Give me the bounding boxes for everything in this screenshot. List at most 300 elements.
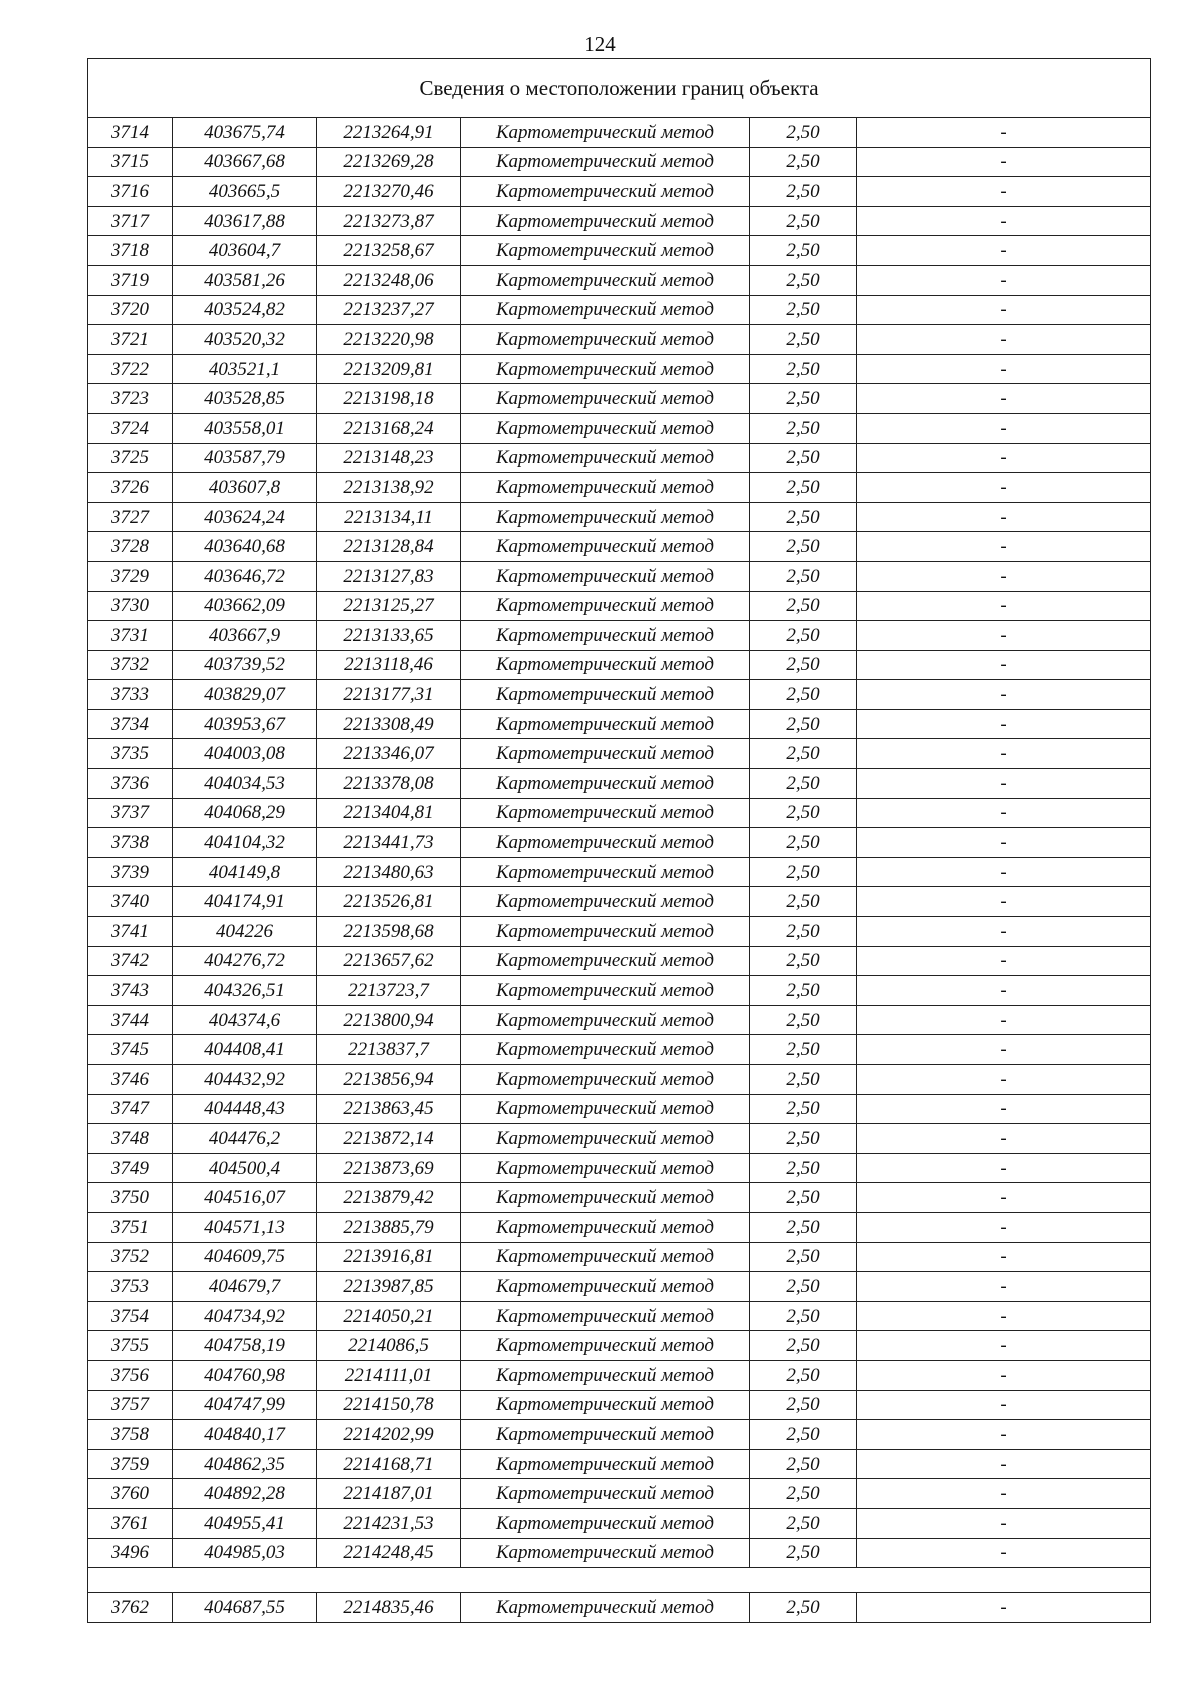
table-row — [88, 413, 1151, 443]
y-coordinate-cell: 2213987,85 — [317, 1272, 461, 1302]
y-coordinate-cell: 2214168,71 — [317, 1449, 461, 1479]
y-coordinate-cell: 2213879,42 — [317, 1183, 461, 1213]
accuracy-cell: 2,50 — [750, 1035, 857, 1065]
method-cell: Картометрический метод — [461, 739, 750, 769]
x-coordinate-cell: 403604,7 — [173, 236, 317, 266]
y-coordinate-cell: 2213916,81 — [317, 1242, 461, 1272]
method-cell: Картометрический метод — [461, 1301, 750, 1331]
method-cell: Картометрический метод — [461, 384, 750, 414]
y-coordinate-cell: 2214187,01 — [317, 1479, 461, 1509]
x-coordinate-cell: 404571,13 — [173, 1212, 317, 1242]
table-row — [88, 591, 1151, 621]
y-coordinate-cell: 2213258,67 — [317, 236, 461, 266]
x-coordinate-cell: 404326,51 — [173, 976, 317, 1006]
x-coordinate-cell: 404500,4 — [173, 1153, 317, 1183]
table-row — [88, 621, 1151, 651]
point-number-cell: 3730 — [88, 591, 173, 621]
method-cell: Картометрический метод — [461, 1242, 750, 1272]
table-row — [88, 946, 1151, 976]
method-cell: Картометрический метод — [461, 1593, 750, 1623]
y-coordinate-cell: 2214248,45 — [317, 1538, 461, 1568]
y-coordinate-cell: 2213526,81 — [317, 887, 461, 917]
accuracy-cell: 2,50 — [750, 177, 857, 207]
table-gap-row — [88, 1568, 1151, 1593]
description-cell: - — [857, 680, 1151, 710]
point-number-cell: 3746 — [88, 1065, 173, 1095]
method-cell: Картометрический метод — [461, 1538, 750, 1568]
table-row — [88, 680, 1151, 710]
description-cell: - — [857, 769, 1151, 799]
table-row — [88, 976, 1151, 1006]
point-number-cell: 3736 — [88, 769, 173, 799]
x-coordinate-cell: 404985,03 — [173, 1538, 317, 1568]
table-row — [88, 857, 1151, 887]
point-number-cell: 3750 — [88, 1183, 173, 1213]
y-coordinate-cell: 2214202,99 — [317, 1420, 461, 1450]
description-cell: - — [857, 1390, 1151, 1420]
point-number-cell: 3749 — [88, 1153, 173, 1183]
y-coordinate-cell: 2213480,63 — [317, 857, 461, 887]
y-coordinate-cell: 2213856,94 — [317, 1065, 461, 1095]
y-coordinate-cell: 2213723,7 — [317, 976, 461, 1006]
point-number-cell: 3718 — [88, 236, 173, 266]
table-row — [88, 473, 1151, 503]
accuracy-cell: 2,50 — [750, 1390, 857, 1420]
point-number-cell: 3714 — [88, 118, 173, 148]
y-coordinate-cell: 2213138,92 — [317, 473, 461, 503]
accuracy-cell: 2,50 — [750, 443, 857, 473]
accuracy-cell: 2,50 — [750, 1065, 857, 1095]
y-coordinate-cell: 2213800,94 — [317, 1005, 461, 1035]
table-row — [88, 1420, 1151, 1450]
point-number-cell: 3723 — [88, 384, 173, 414]
point-number-cell: 3726 — [88, 473, 173, 503]
x-coordinate-cell: 403646,72 — [173, 561, 317, 591]
method-cell: Картометрический метод — [461, 887, 750, 917]
table-row — [88, 1360, 1151, 1390]
x-coordinate-cell: 403675,74 — [173, 118, 317, 148]
description-cell: - — [857, 561, 1151, 591]
x-coordinate-cell: 403667,9 — [173, 621, 317, 651]
description-cell: - — [857, 1420, 1151, 1450]
table-row — [88, 177, 1151, 207]
accuracy-cell: 2,50 — [750, 1153, 857, 1183]
table-row — [88, 1065, 1151, 1095]
point-number-cell: 3737 — [88, 798, 173, 828]
point-number-cell: 3760 — [88, 1479, 173, 1509]
table-row — [88, 1449, 1151, 1479]
description-cell: - — [857, 917, 1151, 947]
accuracy-cell: 2,50 — [750, 1301, 857, 1331]
x-coordinate-cell: 404747,99 — [173, 1390, 317, 1420]
description-cell: - — [857, 1242, 1151, 1272]
method-cell: Картометрический метод — [461, 118, 750, 148]
description-cell: - — [857, 1360, 1151, 1390]
table-row — [88, 561, 1151, 591]
x-coordinate-cell: 404609,75 — [173, 1242, 317, 1272]
y-coordinate-cell: 2213598,68 — [317, 917, 461, 947]
x-coordinate-cell: 404862,35 — [173, 1449, 317, 1479]
x-coordinate-cell: 403617,88 — [173, 206, 317, 236]
method-cell: Картометрический метод — [461, 680, 750, 710]
point-number-cell: 3758 — [88, 1420, 173, 1450]
accuracy-cell: 2,50 — [750, 1005, 857, 1035]
description-cell: - — [857, 1479, 1151, 1509]
y-coordinate-cell: 2213273,87 — [317, 206, 461, 236]
description-cell: - — [857, 532, 1151, 562]
x-coordinate-cell: 403662,09 — [173, 591, 317, 621]
point-number-cell: 3733 — [88, 680, 173, 710]
accuracy-cell: 2,50 — [750, 325, 857, 355]
table-row — [88, 1153, 1151, 1183]
y-coordinate-cell: 2214835,46 — [317, 1593, 461, 1623]
accuracy-cell: 2,50 — [750, 384, 857, 414]
accuracy-cell: 2,50 — [750, 1094, 857, 1124]
accuracy-cell: 2,50 — [750, 1272, 857, 1302]
accuracy-cell: 2,50 — [750, 413, 857, 443]
x-coordinate-cell: 404734,92 — [173, 1301, 317, 1331]
table-row — [88, 295, 1151, 325]
page-number: 124 — [584, 32, 616, 56]
x-coordinate-cell: 404760,98 — [173, 1360, 317, 1390]
point-number-cell: 3729 — [88, 561, 173, 591]
y-coordinate-cell: 2213308,49 — [317, 709, 461, 739]
x-coordinate-cell: 404034,53 — [173, 769, 317, 799]
method-cell: Картометрический метод — [461, 1212, 750, 1242]
point-number-cell: 3744 — [88, 1005, 173, 1035]
x-coordinate-cell: 404374,6 — [173, 1005, 317, 1035]
accuracy-cell: 2,50 — [750, 857, 857, 887]
y-coordinate-cell: 2213269,28 — [317, 147, 461, 177]
description-cell: - — [857, 1065, 1151, 1095]
accuracy-cell: 2,50 — [750, 1538, 857, 1568]
x-coordinate-cell: 403581,26 — [173, 265, 317, 295]
method-cell: Картометрический метод — [461, 147, 750, 177]
accuracy-cell: 2,50 — [750, 739, 857, 769]
description-cell: - — [857, 443, 1151, 473]
x-coordinate-cell: 404892,28 — [173, 1479, 317, 1509]
point-number-cell: 3741 — [88, 917, 173, 947]
y-coordinate-cell: 2213378,08 — [317, 769, 461, 799]
table-row — [88, 147, 1151, 177]
y-coordinate-cell: 2213118,46 — [317, 650, 461, 680]
method-cell: Картометрический метод — [461, 769, 750, 799]
method-cell: Картометрический метод — [461, 295, 750, 325]
accuracy-cell: 2,50 — [750, 917, 857, 947]
method-cell: Картометрический метод — [461, 1094, 750, 1124]
description-cell: - — [857, 502, 1151, 532]
table-row — [88, 265, 1151, 295]
accuracy-cell: 2,50 — [750, 1449, 857, 1479]
x-coordinate-cell: 403520,32 — [173, 325, 317, 355]
y-coordinate-cell: 2213128,84 — [317, 532, 461, 562]
accuracy-cell: 2,50 — [750, 354, 857, 384]
table-row — [88, 443, 1151, 473]
point-number-cell: 3753 — [88, 1272, 173, 1302]
description-cell: - — [857, 1183, 1151, 1213]
point-number-cell: 3720 — [88, 295, 173, 325]
table-title-row — [88, 59, 1151, 118]
method-cell: Картометрический метод — [461, 917, 750, 947]
point-number-cell: 3754 — [88, 1301, 173, 1331]
point-number-cell: 3734 — [88, 709, 173, 739]
x-coordinate-cell: 403521,1 — [173, 354, 317, 384]
accuracy-cell: 2,50 — [750, 147, 857, 177]
accuracy-cell: 2,50 — [750, 473, 857, 503]
y-coordinate-cell: 2213863,45 — [317, 1094, 461, 1124]
point-number-cell: 3740 — [88, 887, 173, 917]
x-coordinate-cell: 404408,41 — [173, 1035, 317, 1065]
y-coordinate-cell: 2214231,53 — [317, 1508, 461, 1538]
method-cell: Картометрический метод — [461, 976, 750, 1006]
table-row — [88, 739, 1151, 769]
table-row — [88, 650, 1151, 680]
method-cell: Картометрический метод — [461, 1005, 750, 1035]
y-coordinate-cell: 2213404,81 — [317, 798, 461, 828]
x-coordinate-cell: 404226 — [173, 917, 317, 947]
description-cell: - — [857, 1508, 1151, 1538]
method-cell: Картометрический метод — [461, 1065, 750, 1095]
description-cell: - — [857, 473, 1151, 503]
y-coordinate-cell: 2213125,27 — [317, 591, 461, 621]
accuracy-cell: 2,50 — [750, 1212, 857, 1242]
method-cell: Картометрический метод — [461, 1124, 750, 1154]
method-cell: Картометрический метод — [461, 828, 750, 858]
point-number-cell: 3717 — [88, 206, 173, 236]
y-coordinate-cell: 2214111,01 — [317, 1360, 461, 1390]
table-row — [88, 118, 1151, 148]
method-cell: Картометрический метод — [461, 650, 750, 680]
accuracy-cell: 2,50 — [750, 946, 857, 976]
description-cell: - — [857, 118, 1151, 148]
description-cell: - — [857, 1124, 1151, 1154]
method-cell: Картометрический метод — [461, 1479, 750, 1509]
x-coordinate-cell: 403528,85 — [173, 384, 317, 414]
x-coordinate-cell: 404758,19 — [173, 1331, 317, 1361]
description-cell: - — [857, 1153, 1151, 1183]
y-coordinate-cell: 2214150,78 — [317, 1390, 461, 1420]
table-row — [88, 887, 1151, 917]
accuracy-cell: 2,50 — [750, 828, 857, 858]
y-coordinate-cell: 2213248,06 — [317, 265, 461, 295]
method-cell: Картометрический метод — [461, 413, 750, 443]
table-row — [88, 1331, 1151, 1361]
table-row — [88, 1479, 1151, 1509]
point-number-cell: 3721 — [88, 325, 173, 355]
description-cell: - — [857, 1212, 1151, 1242]
description-cell: - — [857, 354, 1151, 384]
description-cell: - — [857, 147, 1151, 177]
method-cell: Картометрический метод — [461, 1183, 750, 1213]
point-number-cell: 3757 — [88, 1390, 173, 1420]
description-cell: - — [857, 1331, 1151, 1361]
point-number-cell: 3756 — [88, 1360, 173, 1390]
description-cell: - — [857, 591, 1151, 621]
table-row — [88, 1593, 1151, 1623]
accuracy-cell: 2,50 — [750, 118, 857, 148]
description-cell: - — [857, 1593, 1151, 1623]
table-row — [88, 1272, 1151, 1302]
empty-cell — [88, 1568, 1151, 1593]
accuracy-cell: 2,50 — [750, 532, 857, 562]
accuracy-cell: 2,50 — [750, 206, 857, 236]
point-number-cell: 3735 — [88, 739, 173, 769]
description-cell: - — [857, 946, 1151, 976]
method-cell: Картометрический метод — [461, 1390, 750, 1420]
point-number-cell: 3496 — [88, 1538, 173, 1568]
y-coordinate-cell: 2213198,18 — [317, 384, 461, 414]
description-cell: - — [857, 1449, 1151, 1479]
point-number-cell: 3727 — [88, 502, 173, 532]
y-coordinate-cell: 2213168,24 — [317, 413, 461, 443]
x-coordinate-cell: 404068,29 — [173, 798, 317, 828]
x-coordinate-cell: 404149,8 — [173, 857, 317, 887]
method-cell: Картометрический метод — [461, 177, 750, 207]
y-coordinate-cell: 2213220,98 — [317, 325, 461, 355]
point-number-cell: 3716 — [88, 177, 173, 207]
method-cell: Картометрический метод — [461, 532, 750, 562]
accuracy-cell: 2,50 — [750, 1360, 857, 1390]
accuracy-cell: 2,50 — [750, 236, 857, 266]
description-cell: - — [857, 1035, 1151, 1065]
accuracy-cell: 2,50 — [750, 265, 857, 295]
description-cell: - — [857, 384, 1151, 414]
point-number-cell: 3715 — [88, 147, 173, 177]
accuracy-cell: 2,50 — [750, 769, 857, 799]
y-coordinate-cell: 2213873,69 — [317, 1153, 461, 1183]
description-cell: - — [857, 325, 1151, 355]
description-cell: - — [857, 739, 1151, 769]
x-coordinate-cell: 404174,91 — [173, 887, 317, 917]
point-number-cell: 3748 — [88, 1124, 173, 1154]
table-row — [88, 917, 1151, 947]
x-coordinate-cell: 404276,72 — [173, 946, 317, 976]
accuracy-cell: 2,50 — [750, 295, 857, 325]
accuracy-cell: 2,50 — [750, 680, 857, 710]
accuracy-cell: 2,50 — [750, 1420, 857, 1450]
point-number-cell: 3745 — [88, 1035, 173, 1065]
y-coordinate-cell: 2213441,73 — [317, 828, 461, 858]
point-number-cell: 3738 — [88, 828, 173, 858]
table-row — [88, 384, 1151, 414]
description-cell: - — [857, 828, 1151, 858]
description-cell: - — [857, 887, 1151, 917]
table-row — [88, 769, 1151, 799]
method-cell: Картометрический метод — [461, 709, 750, 739]
table-row — [88, 206, 1151, 236]
method-cell: Картометрический метод — [461, 1420, 750, 1450]
point-number-cell: 3751 — [88, 1212, 173, 1242]
method-cell: Картометрический метод — [461, 621, 750, 651]
x-coordinate-cell: 403665,5 — [173, 177, 317, 207]
method-cell: Картометрический метод — [461, 502, 750, 532]
table-row — [88, 325, 1151, 355]
point-number-cell: 3743 — [88, 976, 173, 1006]
description-cell: - — [857, 236, 1151, 266]
method-cell: Картометрический метод — [461, 1508, 750, 1538]
x-coordinate-cell: 404679,7 — [173, 1272, 317, 1302]
x-coordinate-cell: 403607,8 — [173, 473, 317, 503]
table-row — [88, 709, 1151, 739]
x-coordinate-cell: 403640,68 — [173, 532, 317, 562]
method-cell: Картометрический метод — [461, 561, 750, 591]
method-cell: Картометрический метод — [461, 1360, 750, 1390]
description-cell: - — [857, 295, 1151, 325]
table-row — [88, 1124, 1151, 1154]
method-cell: Картометрический метод — [461, 1153, 750, 1183]
method-cell: Картометрический метод — [461, 946, 750, 976]
table-row — [88, 1094, 1151, 1124]
table-row — [88, 828, 1151, 858]
point-number-cell: 3747 — [88, 1094, 173, 1124]
point-number-cell: 3759 — [88, 1449, 173, 1479]
x-coordinate-cell: 403624,24 — [173, 502, 317, 532]
accuracy-cell: 2,50 — [750, 798, 857, 828]
description-cell: - — [857, 709, 1151, 739]
table-row — [88, 1183, 1151, 1213]
description-cell: - — [857, 265, 1151, 295]
table-row — [88, 532, 1151, 562]
accuracy-cell: 2,50 — [750, 1242, 857, 1272]
y-coordinate-cell: 2214086,5 — [317, 1331, 461, 1361]
description-cell: - — [857, 857, 1151, 887]
table-row — [88, 1390, 1151, 1420]
y-coordinate-cell: 2213148,23 — [317, 443, 461, 473]
point-number-cell: 3728 — [88, 532, 173, 562]
table-row — [88, 1242, 1151, 1272]
description-cell: - — [857, 177, 1151, 207]
point-number-cell: 3761 — [88, 1508, 173, 1538]
method-cell: Картометрический метод — [461, 354, 750, 384]
point-number-cell: 3719 — [88, 265, 173, 295]
point-number-cell: 3731 — [88, 621, 173, 651]
y-coordinate-cell: 2213657,62 — [317, 946, 461, 976]
table-row — [88, 1538, 1151, 1568]
description-cell: - — [857, 1538, 1151, 1568]
description-cell: - — [857, 798, 1151, 828]
method-cell: Картометрический метод — [461, 265, 750, 295]
description-cell: - — [857, 976, 1151, 1006]
x-coordinate-cell: 403587,79 — [173, 443, 317, 473]
accuracy-cell: 2,50 — [750, 621, 857, 651]
description-cell: - — [857, 650, 1151, 680]
point-number-cell: 3742 — [88, 946, 173, 976]
x-coordinate-cell: 403524,82 — [173, 295, 317, 325]
table-row — [88, 798, 1151, 828]
accuracy-cell: 2,50 — [750, 887, 857, 917]
table-row — [88, 1508, 1151, 1538]
x-coordinate-cell: 404955,41 — [173, 1508, 317, 1538]
accuracy-cell: 2,50 — [750, 709, 857, 739]
method-cell: Картометрический метод — [461, 1331, 750, 1361]
method-cell: Картометрический метод — [461, 325, 750, 355]
y-coordinate-cell: 2214050,21 — [317, 1301, 461, 1331]
table-row — [88, 1005, 1151, 1035]
x-coordinate-cell: 403667,68 — [173, 147, 317, 177]
point-number-cell: 3725 — [88, 443, 173, 473]
x-coordinate-cell: 404687,55 — [173, 1593, 317, 1623]
y-coordinate-cell: 2213885,79 — [317, 1212, 461, 1242]
accuracy-cell: 2,50 — [750, 1183, 857, 1213]
description-cell: - — [857, 1005, 1151, 1035]
y-coordinate-cell: 2213872,14 — [317, 1124, 461, 1154]
y-coordinate-cell: 2213237,27 — [317, 295, 461, 325]
x-coordinate-cell: 403829,07 — [173, 680, 317, 710]
boundary-coordinates-table — [87, 58, 1151, 1623]
y-coordinate-cell: 2213133,65 — [317, 621, 461, 651]
table-row — [88, 502, 1151, 532]
table-row — [88, 354, 1151, 384]
